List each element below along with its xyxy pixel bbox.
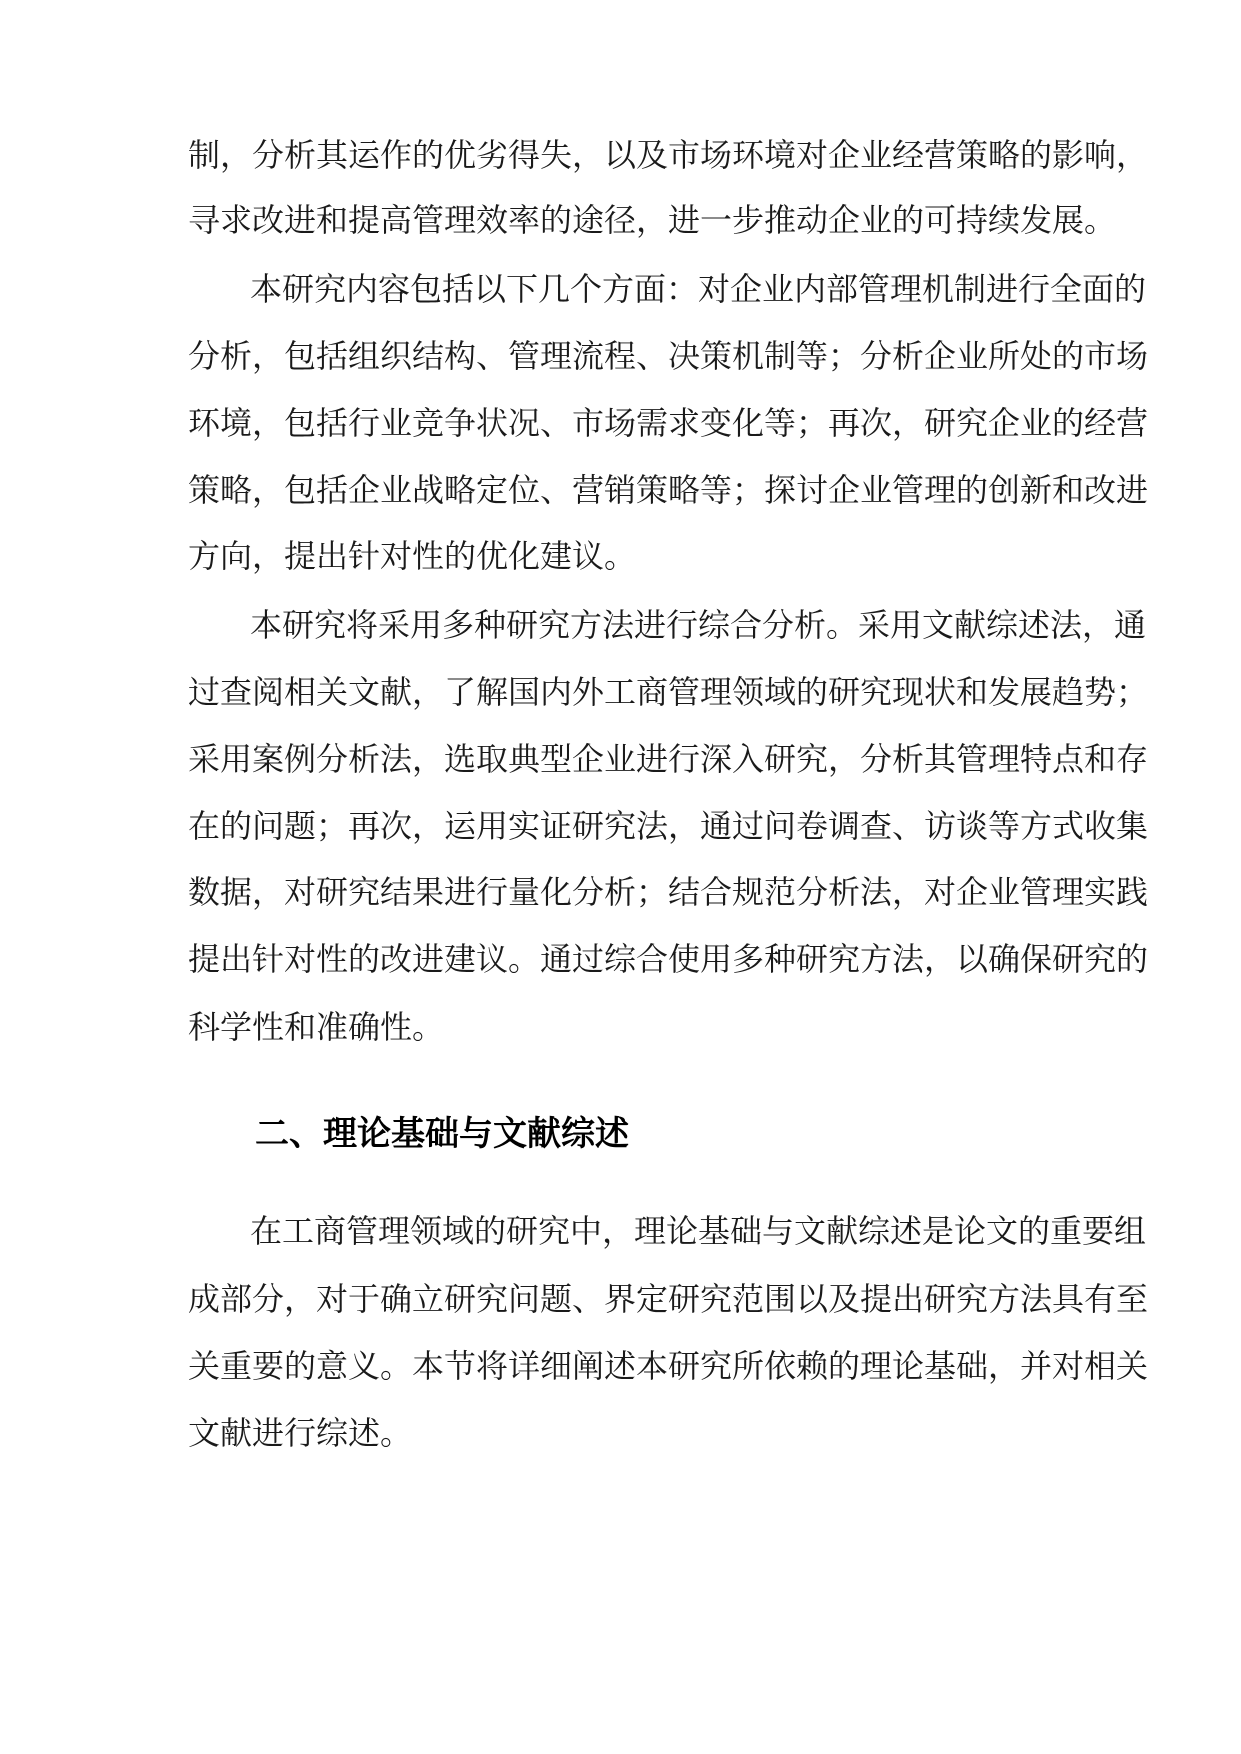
paragraph-3-line-2: 过查阅相关文献，了解国内外工商管理领域的研究现状和发展趋势； — [188, 673, 1149, 711]
paragraph-1-line-2: 寻求改进和提高管理效率的途径，进一步推动企业的可持续发展。 — [188, 201, 1117, 239]
paragraph-3-line-6: 提出针对性的改进建议。通过综合使用多种研究方法，以确保研究的 — [188, 940, 1149, 978]
section-paragraph-line-1: 在工商管理领域的研究中，理论基础与文献综述是论文的重要组 — [250, 1212, 1147, 1250]
paragraph-1-line-1: 制，分析其运作的优劣得失，以及市场环境对企业经营策略的影响， — [188, 136, 1149, 174]
paragraph-2-line-5: 方向，提出针对性的优化建议。 — [188, 537, 637, 575]
section-heading: 二、理论基础与文献综述 — [255, 1114, 629, 1154]
paragraph-2-line-1: 本研究内容包括以下几个方面：对企业内部管理机制进行全面的 — [250, 270, 1147, 308]
section-paragraph-line-2: 成部分，对于确立研究问题、界定研究范围以及提出研究方法具有至 — [188, 1280, 1149, 1318]
paragraph-3-line-4: 在的问题；再次，运用实证研究法，通过问卷调查、访谈等方式收集 — [188, 807, 1149, 845]
section-paragraph-line-4: 文献进行综述。 — [188, 1414, 413, 1452]
paragraph-3-line-1: 本研究将采用多种研究方法进行综合分析。采用文献综述法，通 — [250, 606, 1147, 644]
paragraph-2-line-2: 分析，包括组织结构、管理流程、决策机制等；分析企业所处的市场 — [188, 337, 1149, 375]
paragraph-3-line-7: 科学性和准确性。 — [188, 1008, 445, 1046]
paragraph-2-line-3: 环境，包括行业竞争状况、市场需求变化等；再次，研究企业的经营 — [188, 404, 1149, 442]
paragraph-3-line-3: 采用案例分析法，选取典型企业进行深入研究，分析其管理特点和存 — [188, 740, 1149, 778]
paragraph-3-line-5: 数据，对研究结果进行量化分析；结合规范分析法，对企业管理实践 — [188, 873, 1149, 911]
paragraph-2-line-4: 策略，包括企业战略定位、营销策略等；探讨企业管理的创新和改进 — [188, 471, 1149, 509]
section-paragraph-line-3: 关重要的意义。本节将详细阐述本研究所依赖的理论基础，并对相关 — [188, 1347, 1149, 1385]
